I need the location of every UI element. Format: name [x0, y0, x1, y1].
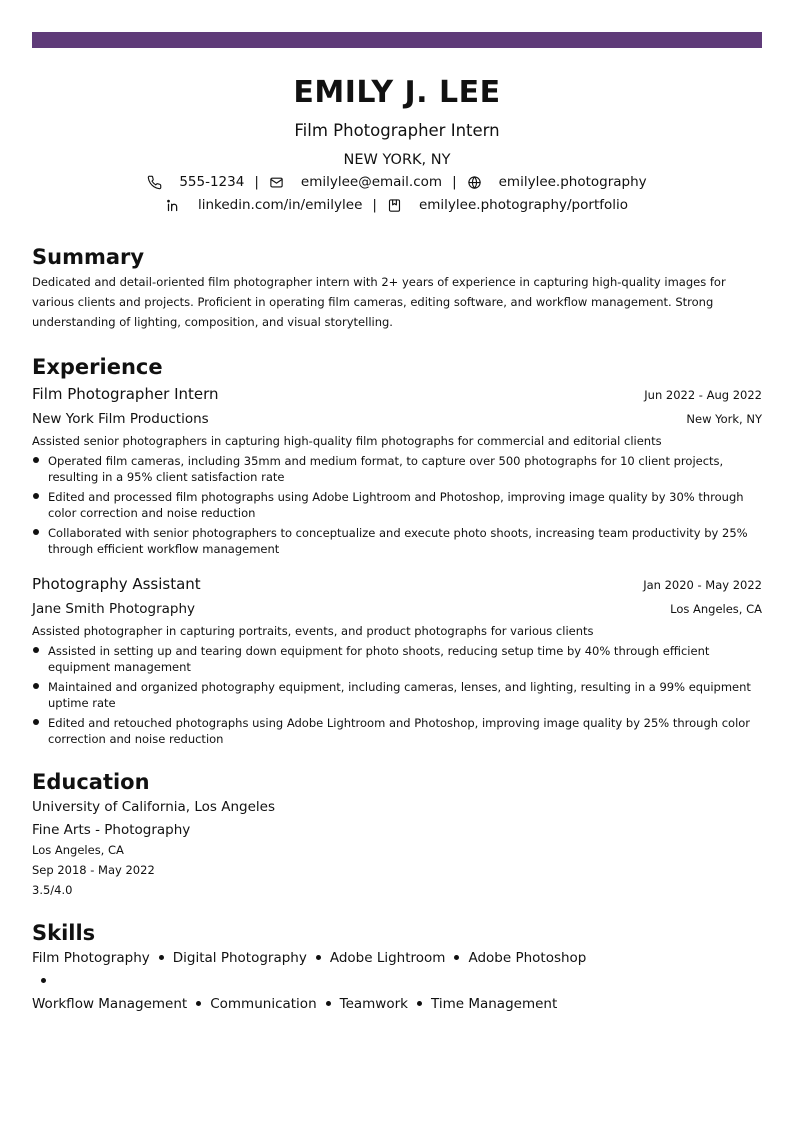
portfolio-icon: [387, 198, 402, 213]
skill-separator: [41, 978, 46, 983]
bullet-item: [32, 643, 762, 675]
contact-separator: |: [452, 174, 457, 190]
job-dates: Jun 2022 - Aug 2022: [644, 388, 762, 402]
skill-item: Adobe Lightroom: [329, 950, 446, 966]
bullet-dot: [33, 719, 39, 725]
mail-icon: [269, 175, 284, 190]
skill-separator: [316, 955, 321, 960]
resume-header: [32, 75, 762, 215]
contact-separator: |: [254, 174, 259, 190]
summary-heading: Summary: [32, 245, 145, 269]
skills-list: [32, 947, 592, 1016]
skills-heading: Skills: [32, 921, 96, 945]
bullet-dot: [33, 683, 39, 689]
job-title: Photography Assistant: [32, 575, 201, 593]
contact-phone: [147, 172, 244, 192]
skill-item: Teamwork: [339, 996, 408, 1012]
education-location: Los Angeles, CA: [32, 843, 124, 857]
job-location: New York, NY: [686, 412, 762, 426]
phone-icon: [147, 175, 162, 190]
email-link[interactable]: emilylee@email.com: [300, 174, 443, 190]
bullet-item: [32, 453, 762, 485]
bullet-item: [32, 679, 762, 711]
skill-item: Time Management: [430, 996, 558, 1012]
contact-portfolio[interactable]: [387, 195, 628, 215]
bullet-dot: [33, 647, 39, 653]
job-title: Film Photographer Intern: [32, 385, 219, 403]
contact-separator: |: [372, 197, 377, 213]
skill-item: Film Photography: [32, 950, 150, 966]
bullet-text: Edited and processed film photographs using Adobe Lightroom and Photoshop, improving image quality by 30% through color correction and noise reduction: [48, 490, 744, 520]
education-field: Fine Arts - Photography: [32, 822, 191, 838]
website-link[interactable]: emilylee.photography: [498, 174, 647, 190]
phone-text: 555-1234: [179, 174, 245, 190]
linkedin-icon: [166, 198, 181, 213]
skill-separator: [196, 1001, 201, 1006]
job-bullets: [32, 643, 762, 747]
skill-separator: [326, 1001, 331, 1006]
job-description: Assisted photographer in capturing portraits, events, and product photographs for various clients: [32, 624, 594, 638]
bullet-dot: [33, 529, 39, 535]
contact-row-secondary: [32, 195, 762, 215]
bullet-text: Assisted in setting up and tearing down equipment for photo shoots, reducing setup time by 40% through efficient equipment management: [48, 644, 710, 674]
skill-separator: [159, 955, 164, 960]
linkedin-link[interactable]: linkedin.com/in/emilylee: [197, 197, 363, 213]
skill-item: Communication: [210, 996, 317, 1012]
contact-row-primary: [32, 172, 762, 192]
candidate-name: EMILY J. LEE: [293, 75, 501, 110]
candidate-location: NEW YORK, NY: [343, 152, 451, 168]
bullet-text: Maintained and organized photography equipment, including cameras, lenses, and lighting, resulting in a 99% equipment uptime rate: [48, 680, 751, 710]
bullet-text: Collaborated with senior photographers to conceptualize and execute photo shoots, increasing team productivity by 25% through efficient workflow management: [48, 526, 748, 556]
job-dates: Jan 2020 - May 2022: [643, 578, 762, 592]
bullet-item: [32, 715, 762, 747]
experience-heading: Experience: [32, 355, 163, 379]
education-gpa: 3.5/4.0: [32, 883, 73, 897]
job-company: New York Film Productions: [32, 411, 209, 427]
bullet-dot: [33, 457, 39, 463]
contact-website[interactable]: [467, 172, 647, 192]
education-dates: Sep 2018 - May 2022: [32, 863, 155, 877]
portfolio-link[interactable]: emilylee.photography/portfolio: [418, 197, 629, 213]
job-company: Jane Smith Photography: [32, 601, 196, 617]
summary-text: Dedicated and detail-oriented film photographer intern with 2+ years of experience in capturing high-quality images for various clients and projects. Proficient in operating film cameras, editing software, and workflow management. Strong understanding of lighting, composition, and visual storytelling.: [32, 275, 726, 329]
candidate-role: Film Photographer Intern: [294, 121, 500, 140]
accent-bar: [32, 32, 762, 48]
bullet-text: Operated film cameras, including 35mm and medium format, to capture over 500 photographs for 10 client projects, resulting in a 95% client satisfaction rate: [48, 454, 724, 484]
bullet-text: Edited and retouched photographs using Adobe Lightroom and Photoshop, improving image quality by 25% through color correction and noise reduction: [48, 716, 751, 746]
job-bullets: [32, 453, 762, 557]
bullet-dot: [33, 493, 39, 499]
job-description: Assisted senior photographers in capturing high-quality film photographs for commercial and editorial clients: [32, 434, 662, 448]
job-location: Los Angeles, CA: [670, 602, 762, 616]
education-heading: Education: [32, 770, 150, 794]
contact-linkedin[interactable]: [166, 195, 362, 215]
bullet-item: [32, 489, 762, 521]
experience-entry: [32, 574, 762, 747]
contact-email[interactable]: [269, 172, 442, 192]
education-school: University of California, Los Angeles: [32, 799, 276, 815]
experience-entry: [32, 384, 762, 557]
skill-item: Workflow Management: [32, 996, 188, 1012]
skill-separator: [454, 955, 459, 960]
skill-item: Adobe Photoshop: [468, 950, 587, 966]
skill-item: Digital Photography: [172, 950, 307, 966]
skill-separator: [417, 1001, 422, 1006]
resume-page: [32, 32, 762, 1016]
globe-icon: [467, 175, 482, 190]
bullet-item: [32, 525, 762, 557]
